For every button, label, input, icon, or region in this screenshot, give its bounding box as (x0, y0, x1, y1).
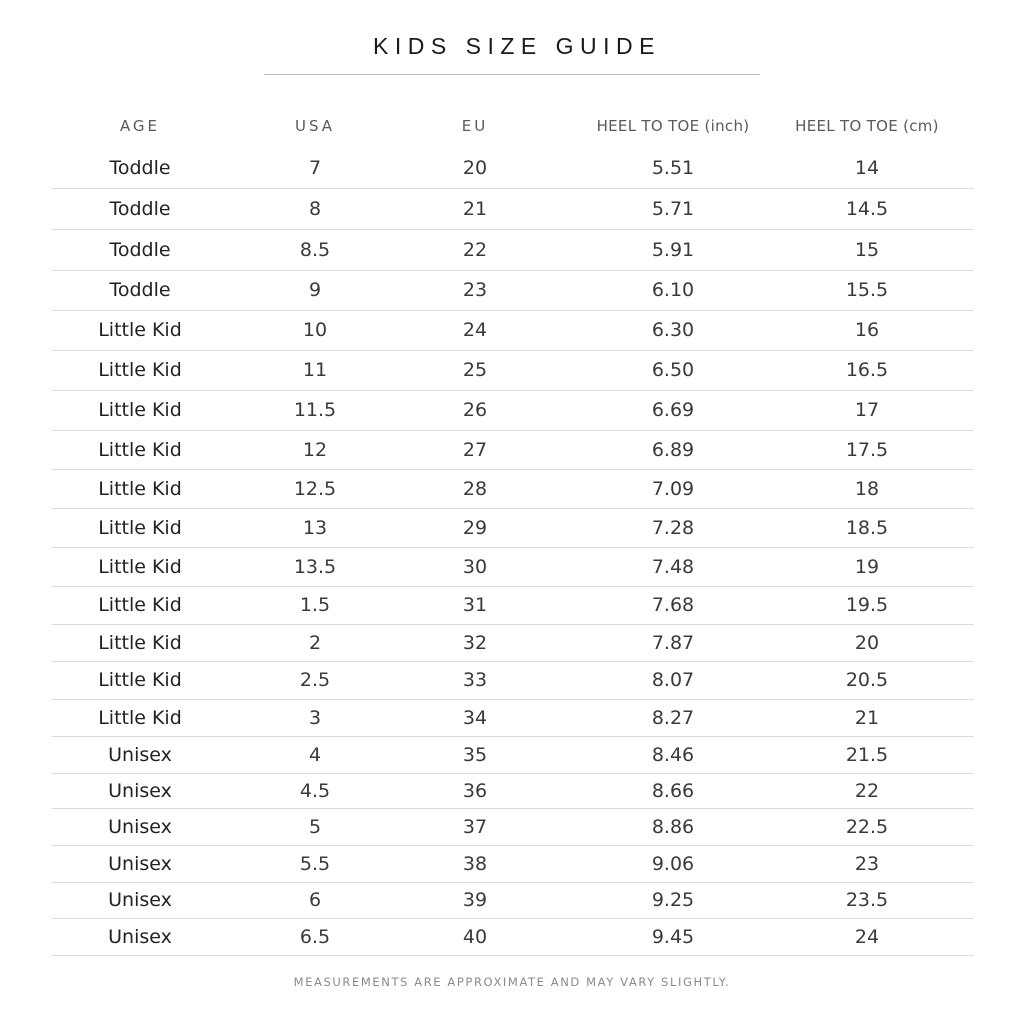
cell-heel-to-toe-inch: 6.10 (651, 279, 695, 301)
title-divider (264, 74, 760, 75)
column-header-heel-to-toe-cm: HEEL TO TOE (cm) (795, 117, 939, 135)
cell-heel-to-toe-cm: 15 (854, 238, 880, 261)
cell-heel-to-toe-inch: 7.48 (651, 555, 695, 578)
table-row (0, 508, 1024, 547)
cell-usa: 13 (302, 516, 328, 539)
table-row (0, 624, 1024, 661)
cell-age: Little Kid (98, 594, 182, 616)
cell-age: Toddle (109, 197, 171, 220)
cell-age: Unisex (108, 852, 172, 875)
table-row (0, 808, 1024, 845)
cell-heel-to-toe-cm: 24 (854, 925, 880, 948)
cell-heel-to-toe-inch: 7.87 (651, 631, 695, 654)
cell-heel-to-toe-inch: 8.27 (651, 706, 695, 729)
cell-age: Unisex (108, 743, 172, 766)
cell-heel-to-toe-cm: 23 (854, 852, 880, 875)
cell-usa: 9 (308, 279, 322, 301)
cell-age: Little Kid (98, 359, 182, 381)
table-row (0, 547, 1024, 586)
cell-eu: 20 (462, 157, 488, 179)
column-header-usa: USA (294, 117, 336, 135)
table-row (0, 773, 1024, 808)
cell-eu: 31 (462, 594, 488, 616)
cell-heel-to-toe-cm: 18.5 (845, 516, 889, 539)
cell-eu: 40 (462, 925, 488, 948)
cell-age: Little Kid (98, 555, 182, 578)
cell-eu: 25 (462, 359, 488, 381)
table-row (0, 390, 1024, 430)
cell-eu: 34 (462, 706, 488, 729)
cell-heel-to-toe-inch: 6.30 (651, 319, 695, 341)
cell-heel-to-toe-inch: 8.66 (651, 779, 695, 802)
cell-heel-to-toe-cm: 20.5 (845, 669, 889, 691)
cell-eu: 21 (462, 197, 488, 220)
cell-usa: 10 (302, 319, 328, 341)
cell-heel-to-toe-cm: 22.5 (845, 815, 889, 838)
cell-eu: 39 (462, 889, 488, 911)
table-row (0, 430, 1024, 469)
cell-heel-to-toe-cm: 20 (854, 631, 880, 654)
cell-heel-to-toe-cm: 21 (854, 706, 880, 729)
cell-age: Unisex (108, 925, 172, 948)
table-row (0, 661, 1024, 699)
cell-usa: 2 (308, 631, 322, 654)
cell-heel-to-toe-inch: 8.46 (651, 743, 695, 766)
cell-age: Little Kid (98, 438, 182, 461)
cell-eu: 28 (462, 477, 488, 500)
cell-usa: 11.5 (293, 399, 337, 421)
cell-usa: 3 (308, 706, 322, 729)
cell-age: Little Kid (98, 631, 182, 654)
cell-age: Little Kid (98, 669, 182, 691)
cell-heel-to-toe-inch: 6.89 (651, 438, 695, 461)
cell-heel-to-toe-cm: 22 (854, 779, 880, 802)
cell-age: Unisex (108, 779, 172, 802)
cell-usa: 12.5 (293, 477, 337, 500)
cell-heel-to-toe-cm: 15.5 (845, 279, 889, 301)
cell-eu: 22 (462, 238, 488, 261)
cell-eu: 27 (462, 438, 488, 461)
row-divider (52, 955, 974, 956)
cell-heel-to-toe-inch: 6.50 (651, 359, 695, 381)
cell-age: Little Kid (98, 706, 182, 729)
cell-heel-to-toe-cm: 16.5 (845, 359, 889, 381)
table-row (0, 736, 1024, 773)
cell-eu: 37 (462, 815, 488, 838)
table-row (0, 469, 1024, 508)
cell-heel-to-toe-inch: 7.28 (651, 516, 695, 539)
cell-usa: 1.5 (299, 594, 331, 616)
cell-heel-to-toe-cm: 18 (854, 477, 880, 500)
cell-age: Little Kid (98, 477, 182, 500)
cell-eu: 29 (462, 516, 488, 539)
cell-eu: 32 (462, 631, 488, 654)
cell-age: Toddle (109, 279, 171, 301)
cell-age: Unisex (108, 815, 172, 838)
table-row (0, 188, 1024, 229)
cell-heel-to-toe-cm: 19 (854, 555, 880, 578)
table-row (0, 882, 1024, 918)
cell-heel-to-toe-cm: 19.5 (845, 594, 889, 616)
column-header-heel-to-toe-inch: HEEL TO TOE (inch) (596, 117, 750, 135)
cell-eu: 30 (462, 555, 488, 578)
table-row (0, 270, 1024, 310)
cell-age: Little Kid (98, 319, 182, 341)
cell-usa: 5 (308, 815, 322, 838)
cell-heel-to-toe-inch: 5.91 (651, 238, 695, 261)
cell-usa: 12 (302, 438, 328, 461)
column-header-eu: EU (461, 117, 489, 135)
cell-heel-to-toe-cm: 23.5 (845, 889, 889, 911)
table-header (0, 113, 1024, 141)
cell-heel-to-toe-inch: 7.09 (651, 477, 695, 500)
cell-age: Toddle (109, 157, 171, 179)
cell-heel-to-toe-cm: 17.5 (845, 438, 889, 461)
cell-heel-to-toe-inch: 9.45 (651, 925, 695, 948)
footnote: MEASUREMENTS ARE APPROXIMATE AND MAY VARY SLIGHTLY. (293, 975, 731, 989)
table-row (0, 229, 1024, 270)
column-header-age: AGE (119, 117, 161, 135)
cell-eu: 38 (462, 852, 488, 875)
cell-heel-to-toe-inch: 7.68 (651, 594, 695, 616)
table-row (0, 310, 1024, 350)
cell-age: Little Kid (98, 516, 182, 539)
cell-eu: 35 (462, 743, 488, 766)
cell-heel-to-toe-inch: 5.71 (651, 197, 695, 220)
cell-age: Toddle (109, 238, 171, 261)
cell-eu: 26 (462, 399, 488, 421)
cell-usa: 5.5 (299, 852, 331, 875)
table-row (0, 845, 1024, 882)
table-row (0, 148, 1024, 188)
cell-heel-to-toe-inch: 5.51 (651, 157, 695, 179)
table-row (0, 918, 1024, 955)
cell-usa: 8 (308, 197, 322, 220)
cell-heel-to-toe-cm: 14 (854, 157, 880, 179)
size-table-body (0, 148, 1024, 955)
cell-heel-to-toe-inch: 8.07 (651, 669, 695, 691)
cell-heel-to-toe-cm: 14.5 (845, 197, 889, 220)
cell-usa: 8.5 (299, 238, 331, 261)
cell-heel-to-toe-cm: 21.5 (845, 743, 889, 766)
cell-usa: 6 (308, 889, 322, 911)
cell-heel-to-toe-cm: 16 (854, 319, 880, 341)
cell-eu: 33 (462, 669, 488, 691)
cell-usa: 11 (302, 359, 328, 381)
cell-usa: 4 (308, 743, 322, 766)
cell-usa: 4.5 (299, 779, 331, 802)
cell-heel-to-toe-inch: 8.86 (651, 815, 695, 838)
cell-usa: 13.5 (293, 555, 337, 578)
cell-heel-to-toe-inch: 9.06 (651, 852, 695, 875)
table-row (0, 699, 1024, 736)
cell-usa: 6.5 (299, 925, 331, 948)
cell-eu: 24 (462, 319, 488, 341)
page-title: KIDS SIZE GUIDE (373, 33, 661, 59)
cell-heel-to-toe-cm: 17 (854, 399, 880, 421)
table-row (0, 586, 1024, 624)
cell-usa: 7 (308, 157, 322, 179)
cell-heel-to-toe-inch: 9.25 (651, 889, 695, 911)
cell-usa: 2.5 (299, 669, 331, 691)
cell-age: Little Kid (98, 399, 182, 421)
cell-age: Unisex (108, 889, 172, 911)
cell-eu: 36 (462, 779, 488, 802)
cell-eu: 23 (462, 279, 488, 301)
cell-heel-to-toe-inch: 6.69 (651, 399, 695, 421)
table-row (0, 350, 1024, 390)
